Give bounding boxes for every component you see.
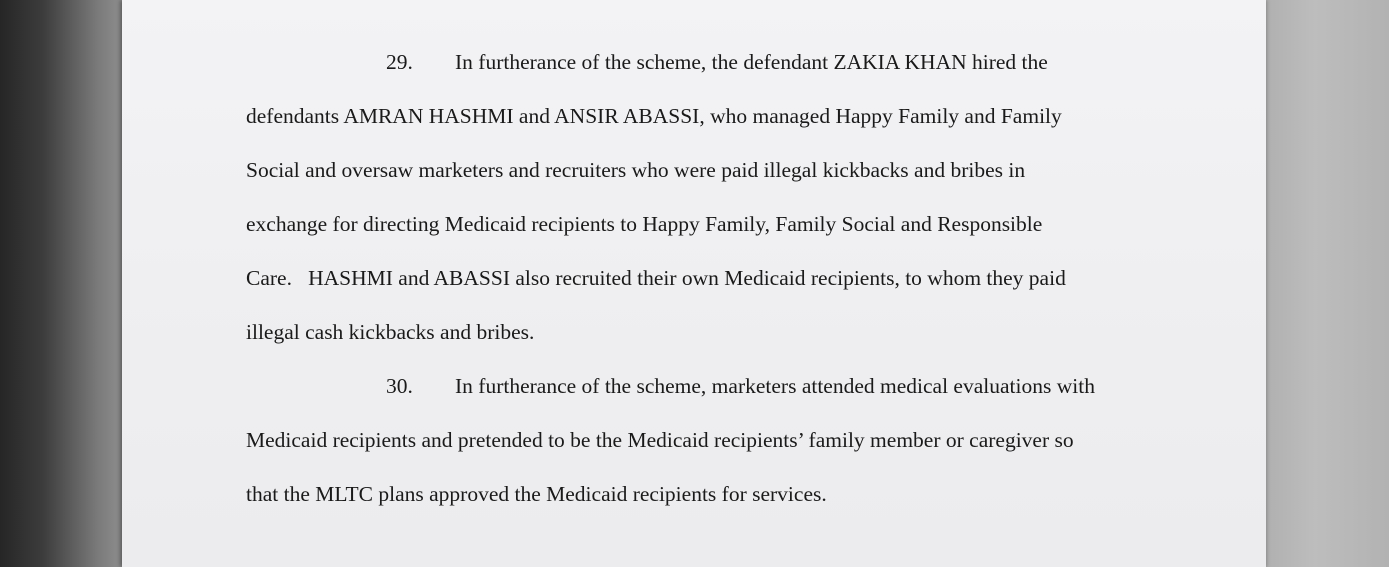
- document-page: [122, 0, 1266, 567]
- paragraph-29-line-2: defendants AMRAN HASHMI and ANSIR ABASSI, who managed Happy Family and Family: [246, 104, 1062, 128]
- paragraph-29-line-5: Care. HASHMI and ABASSI also recruited their own Medicaid recipients, to whom they paid: [246, 266, 1066, 290]
- paragraph-30-first-line: In furtherance of the scheme, marketers attended medical evaluations with: [455, 374, 1095, 398]
- right-background: [1266, 0, 1389, 567]
- paragraph-number-30: 30.: [386, 374, 413, 398]
- paragraph-29-first-line: In furtherance of the scheme, the defendant ZAKIA KHAN hired the: [455, 50, 1048, 74]
- paragraph-number-29: 29.: [386, 50, 413, 74]
- paragraph-30-line-2: Medicaid recipients and pretended to be the Medicaid recipients’ family member or caregiver so: [246, 428, 1074, 452]
- paragraph-29-line-4: exchange for directing Medicaid recipients to Happy Family, Family Social and Responsible: [246, 212, 1043, 236]
- paragraph-29-line-6: illegal cash kickbacks and bribes.: [246, 320, 535, 344]
- paragraph-30-line-3: that the MLTC plans approved the Medicaid recipients for services.: [246, 482, 827, 506]
- left-background-shadow: [0, 0, 122, 567]
- paragraph-29-line-3: Social and oversaw marketers and recruiters who were paid illegal kickbacks and bribes in: [246, 158, 1026, 182]
